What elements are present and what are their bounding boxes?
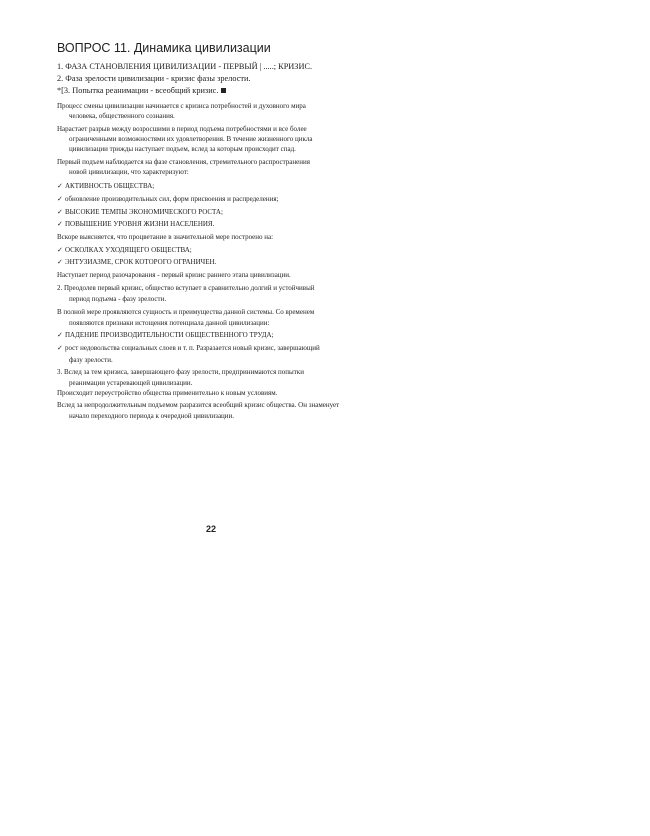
checklist-item-text: рост недовольства социальных слоев и т. п. Разразается новый кризис, завершающий	[65, 344, 320, 352]
checklist-item	[57, 330, 377, 340]
text-line: Вскоре выясняется, что процветание в значительной мере построено на:	[57, 233, 274, 241]
text-line: ограниченными возможностями их удовлетворения. В течение жизненного цикла	[69, 135, 313, 143]
text-line: Нарастает разрыв между возросшими в период подъема потребностями и все более	[57, 125, 307, 133]
check-icon: ✓	[57, 344, 63, 352]
page-title: ВОПРОС 11. Динамика цивилизации	[57, 41, 271, 55]
check-icon: ✓	[57, 182, 63, 190]
text-line: 2. Фаза зрелости цивилизации - кризис фазы зрелости.	[57, 74, 251, 83]
checklist-item	[57, 219, 377, 229]
checklist-item-text: ПАДЕНИЕ ПРОИЗВОДИТЕЛЬНОСТИ ОБЩЕСТВЕННОГО ТРУДА;	[65, 331, 274, 339]
text-line: Первый подъем наблюдается на фазе становления, стремительного распространения	[57, 158, 310, 166]
check-icon: ✓	[57, 331, 63, 339]
text-line-content: *[3. Попытка реанимации - всеобщий кризис.	[57, 86, 219, 95]
checklist-item	[57, 194, 377, 204]
checklist-item-text: ПОВЫШЕНИЕ УРОВНЯ ЖИЗНИ НАСЕЛЕНИЯ.	[65, 220, 215, 228]
checklist-item	[57, 245, 377, 255]
check-icon: ✓	[57, 246, 63, 254]
check-icon: ✓	[57, 258, 63, 266]
checklist-item	[57, 207, 377, 217]
text-line: Происходит переустройство общества применительно к новым условиям.	[57, 389, 278, 397]
checklist-item	[57, 257, 377, 267]
checklist-item	[57, 343, 377, 353]
text-line: человека, общественного сознания.	[69, 112, 175, 120]
check-icon: ✓	[57, 220, 63, 228]
text-line: реанимации устаревающей цивилизации.	[69, 379, 193, 387]
text-line: В полной мере проявляются сущность и преимущества данной системы. Со временем	[57, 308, 315, 316]
text-line: Наступает период разочарования - первый кризис раннего этапа цивилизации.	[57, 271, 291, 279]
checklist-item	[57, 181, 377, 191]
text-line: период подъема - фазу зрелости.	[69, 295, 167, 303]
checklist-item-text: ВЫСОКИЕ ТЕМПЫ ЭКОНОМИЧЕСКОГО РОСТА;	[65, 208, 223, 216]
text-line: появляются признаки истощения потенциала данной цивилизации:	[69, 319, 270, 327]
text-line: фазу зрелости.	[69, 356, 113, 364]
text-line: 2. Преодолев первый кризис, общество вступает в сравнительно долгий и устойчивый	[57, 284, 315, 292]
text-line	[57, 86, 377, 96]
square-bullet-icon	[221, 88, 226, 93]
check-icon: ✓	[57, 195, 63, 203]
text-line: новой цивилизации, что характеризуют:	[69, 168, 189, 176]
checklist-item-text: АКТИВНОСТЬ ОБЩЕСТВА;	[65, 182, 155, 190]
checklist-item-text: ЭНТУЗИАЗМЕ, СРОК КОТОРОГО ОГРАНИЧЕН.	[65, 258, 217, 266]
text-line: 1. ФАЗА СТАНОВЛЕНИЯ ЦИВИЛИЗАЦИИ - ПЕРВЫЙ | .....; КРИЗИС.	[57, 62, 313, 71]
check-icon: ✓	[57, 208, 63, 216]
text-line: 3. Вслед за тем кризиса, завершающего фазу зрелости, предпринимаются попытки	[57, 368, 304, 376]
text-line: начало переходного периода к очередной цивилизации.	[69, 412, 235, 420]
checklist-item-text: обновление производительных сил, форм присвоения и распределения;	[65, 195, 279, 203]
text-line: Процесс смены цивилизации начинается с кризиса потребностей и духовного мира	[57, 102, 306, 110]
text-line: цивилизации трижды наступает подъем, вслед за которым происходит спад.	[69, 145, 296, 153]
page-number: 22	[206, 524, 217, 534]
checklist-item-text: ОСКОЛКАХ УХОДЯЩЕГО ОБЩЕСТВА;	[65, 246, 192, 254]
text-line: Вслед за непродолжительным подъемом разразится всеобщий кризис общества. Он знаменует	[57, 401, 340, 409]
